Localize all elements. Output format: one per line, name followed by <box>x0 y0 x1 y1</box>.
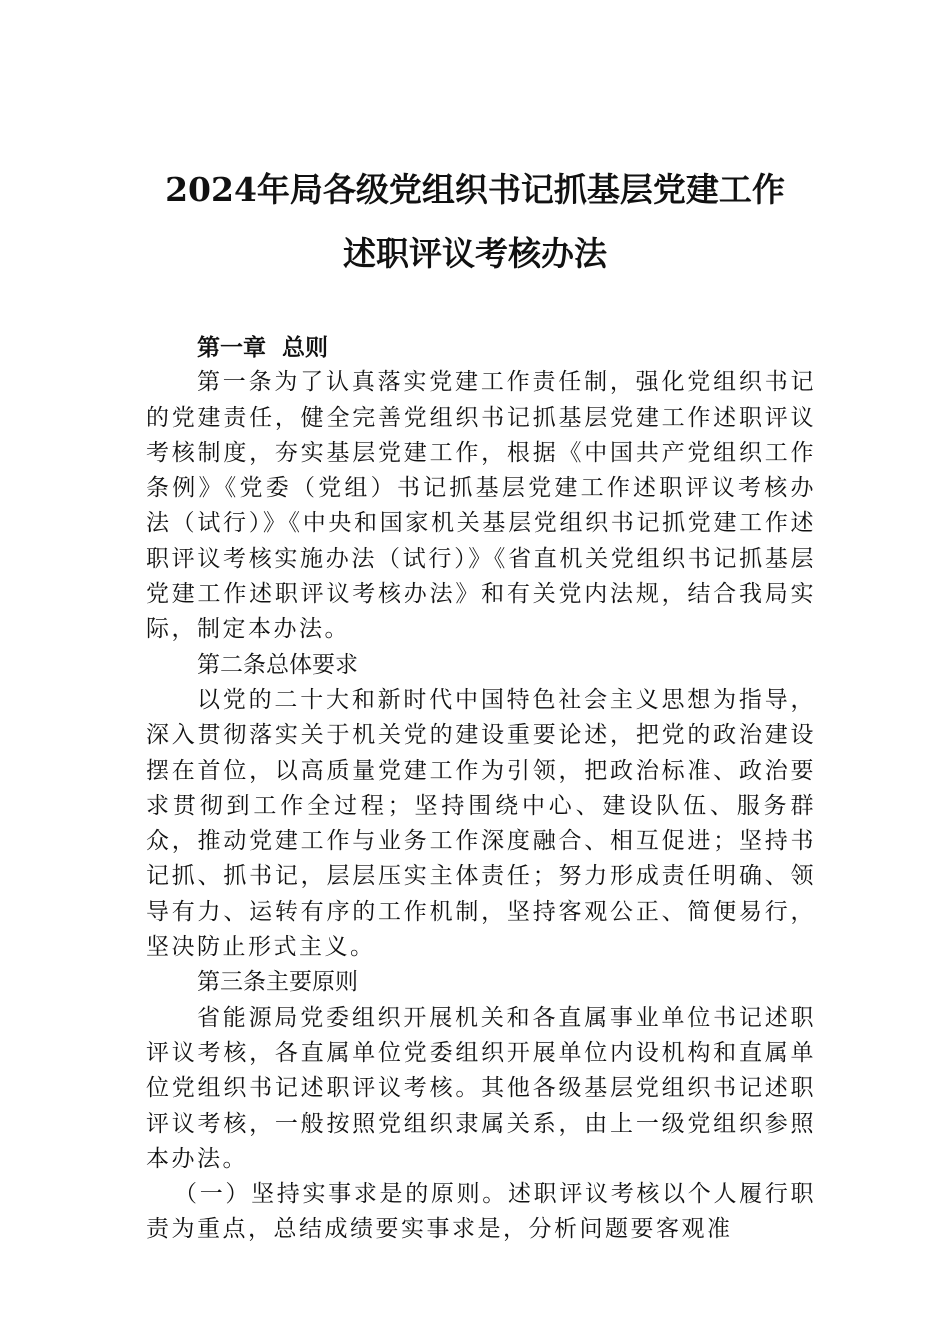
article-2-heading: 第二条总体要求 <box>197 651 358 678</box>
article-1-paragraph: 第一条为了认真落实党建工作责任制，强化党组织书记的党建责任，健全完善党组织书记抓基层党建工作述职评议考核制度，夯实基层党建工作，根据《中国共产党组织工作条例》《党委（党组）书记抓基层党建工作述职评议考核办法（试行）》《中央和国家机关基层党组织书记抓党建工作述职评议考核实施办法（试行）》《省直机关党组织书记抓基层党建工作述职评议考核办法》和有关党内法规，结合我局实际，制定本办法。 <box>146 369 816 643</box>
document-title-line-2: 述职评议考核办法 <box>343 234 607 273</box>
chapter-heading: 第一章 总则 <box>197 334 329 361</box>
document-title-line-1: 2024年局各级党组织书记抓基层党建工作 <box>165 170 785 209</box>
article-3-heading: 第三条主要原则 <box>197 969 358 996</box>
article-3-paragraph: 省能源局党委组织开展机关和各直属事业单位书记述职评议考核，各直属单位党委组织开展单位内设机构和直属单位党组织书记述职评议考核。其他各级基层党组织书记述职评议考核，一般按照党组织隶属关系，由上一级党组织参照本办法。 <box>146 1004 816 1172</box>
principle-1-paragraph: （一）坚持实事求是的原则。述职评议考核以个人履行职责为重点，总结成绩要实事求是，分析问题要客观准 <box>146 1181 816 1243</box>
article-2-paragraph: 以党的二十大和新时代中国特色社会主义思想为指导，深入贯彻落实关于机关党的建设重要论述，把党的政治建设摆在首位，以高质量党建工作为引领，把政治标准、政治要求贯彻到工作全过程；坚持围绕中心、建设队伍、服务群众，推动党建工作与业务工作深度融合、相互促进；坚持书记抓、抓书记，层层压实主体责任；努力形成责任明确、领导有力、运转有序的工作机制，坚持客观公正、简便易行，坚决防止形式主义。 <box>146 686 816 961</box>
document-body <box>146 330 816 1248</box>
